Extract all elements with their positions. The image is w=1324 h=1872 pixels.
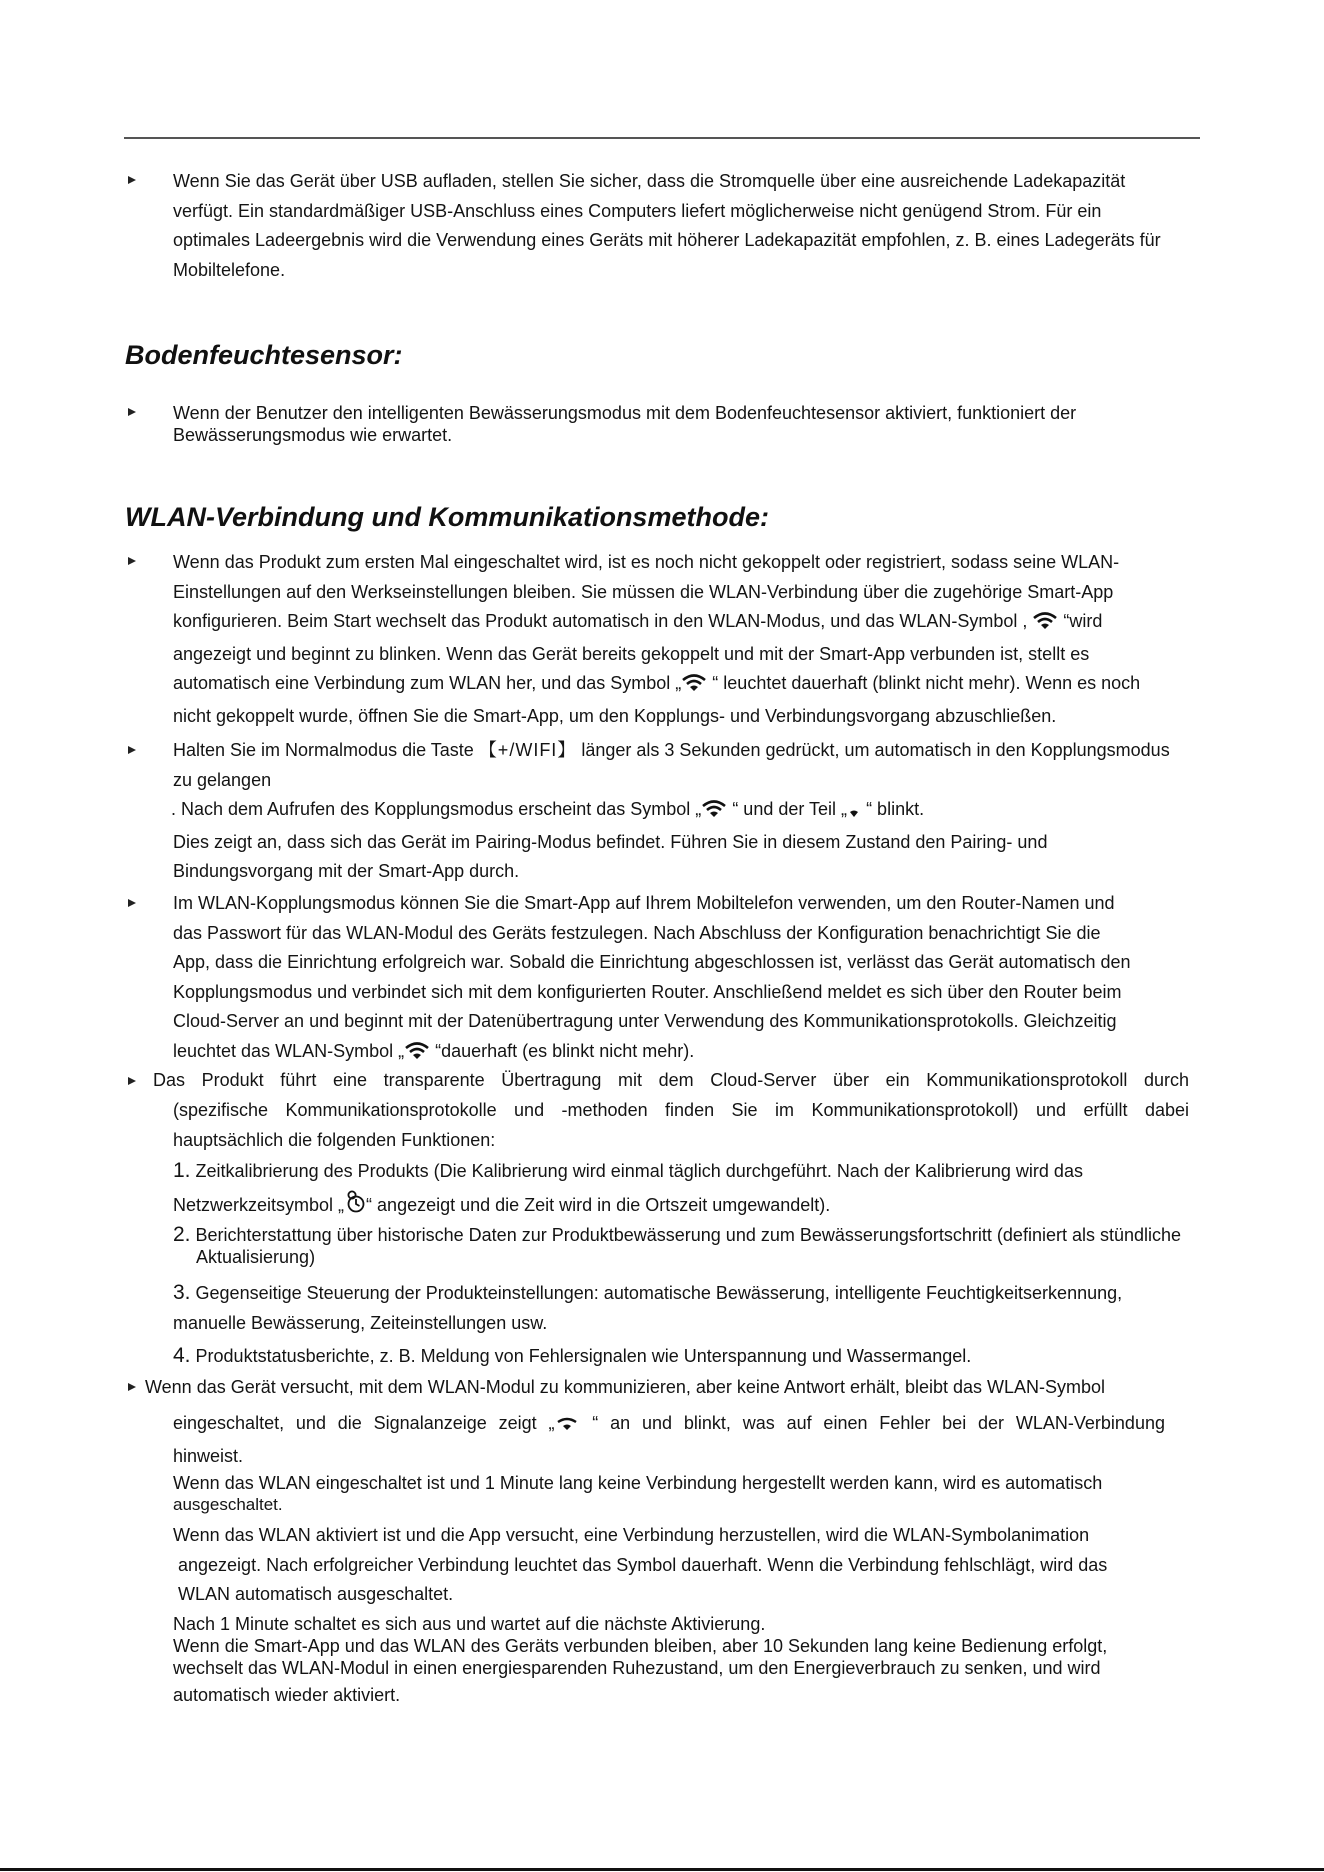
list-item bbox=[173, 1224, 1233, 1268]
text-segment: Netzwerkzeitsymbol „ bbox=[173, 1194, 345, 1215]
wlan-paragraph-4-cont bbox=[173, 1096, 1189, 1126]
text-line: WLAN automatisch ausgeschaltet. bbox=[178, 1584, 454, 1604]
text-segment: “ blinkt. bbox=[866, 799, 925, 819]
bullet-marker bbox=[128, 1383, 136, 1391]
text-segment: “wird bbox=[1063, 611, 1103, 631]
text-line bbox=[173, 1156, 1213, 1187]
intro-paragraph bbox=[173, 167, 1213, 285]
bullet-marker bbox=[128, 746, 136, 754]
text-line: Wenn der Benutzer den intelligenten Bewässerungsmodus mit dem Bodenfeuchtesensor aktiviert, funktioniert der bbox=[173, 403, 1077, 423]
bullet-marker bbox=[128, 176, 136, 184]
text-line: angezeigt und beginnt zu blinken. Wenn das Gerät bereits gekoppelt und mit der Smart-App verbunden ist, stellt es bbox=[173, 643, 1090, 664]
wifi-icon bbox=[701, 798, 727, 828]
text-line: Wenn das WLAN aktiviert ist und die App versucht, eine Verbindung herzustellen, wird die WLAN-Symbolanimation bbox=[173, 1525, 1090, 1545]
text-line bbox=[173, 669, 1213, 702]
text-line: Kopplungsmodus und verbindet sich mit dem konfigurierten Router. Anschließend meldet es sich über den Router beim bbox=[173, 981, 1122, 1002]
text-line bbox=[171, 795, 1223, 828]
section-heading-wlan: WLAN-Verbindung und Kommunikationsmethode: bbox=[125, 502, 769, 532]
wlan-paragraph-1 bbox=[173, 548, 1213, 731]
bullet-marker bbox=[128, 899, 136, 907]
text-segment: leuchtet das WLAN-Symbol „ bbox=[173, 1040, 405, 1061]
text-line: ausgeschaltet. bbox=[173, 1495, 283, 1514]
text-line bbox=[173, 607, 1213, 640]
bullet-marker bbox=[128, 408, 136, 416]
section-heading-soil-sensor: Bodenfeuchtesensor: bbox=[125, 340, 403, 370]
text-segment: “ und der Teil „ bbox=[732, 799, 848, 819]
bullet-marker bbox=[128, 557, 136, 565]
text-segment: “dauerhaft (es blinkt nicht mehr). bbox=[435, 1040, 695, 1061]
wifi-icon bbox=[1032, 610, 1058, 640]
text-line bbox=[173, 1224, 1233, 1246]
text-line: Einstellungen auf den Werkseinstellungen bleiben. Sie müssen die WLAN-Verbindung über die zugehörige Smart-App bbox=[173, 581, 1114, 602]
text-segment: Halten Sie im Normalmodus die Taste bbox=[173, 740, 474, 760]
text-line: Wenn das Gerät versucht, mit dem WLAN-Modul zu kommunizieren, aber keine Antwort erhält, bleibt das WLAN-Symbol bbox=[145, 1377, 1106, 1397]
text-line: Bindungsvorgang mit der Smart-App durch. bbox=[173, 861, 520, 881]
text-line: nicht gekoppelt wurde, öffnen Sie die Smart-App, um den Kopplungs- und Verbindungsvorgang abzuschließen. bbox=[173, 705, 1057, 726]
wlan-paragraph-5 bbox=[145, 1373, 1205, 1403]
item-number: 4. bbox=[173, 1344, 191, 1367]
text-line bbox=[173, 736, 1223, 766]
text-line: Cloud-Server an und beginnt mit der Datenübertragung unter Verwendung des Kommunikationsprotokolls. Gleichzeitig bbox=[173, 1011, 1117, 1031]
text-segment: “ angezeigt und die Zeit wird in die Ortszeit umgewandelt). bbox=[366, 1194, 831, 1215]
text-line bbox=[173, 1190, 1213, 1224]
wifi-dot-icon bbox=[847, 798, 861, 828]
wlan-paragraph-4-cont bbox=[173, 1126, 495, 1156]
wlan-paragraph-2 bbox=[173, 736, 1223, 887]
bullet-marker bbox=[128, 1077, 136, 1085]
text-line: Das Produkt führt eine transparente Übertragung mit dem Cloud-Server über ein Kommunikationsprotokoll durch bbox=[153, 1070, 1189, 1090]
text-line: zu gelangen bbox=[173, 769, 272, 790]
text-line bbox=[173, 1037, 1213, 1070]
wlan-paragraph-5-note bbox=[173, 1472, 1173, 1516]
text-segment: Berichterstattung über historische Daten zur Produktbewässerung und zum Bewässerungsfortschritt (definiert als stündliche bbox=[195, 1225, 1182, 1245]
text-segment: automatisch eine Verbindung zum WLAN her, und das Symbol „ bbox=[173, 673, 682, 693]
text-segment: . Nach dem Aufrufen des Kopplungsmodus erscheint das Symbol „ bbox=[171, 799, 702, 819]
text-line: Wenn Sie das Gerät über USB aufladen, stellen Sie sicher, dass die Stromquelle über eine ausreichende Ladekapazität bbox=[173, 171, 1126, 191]
text-line: hinweist. bbox=[173, 1445, 244, 1466]
wifi-icon bbox=[681, 672, 707, 702]
list-item bbox=[173, 1341, 1213, 1372]
text-line: Bewässerungsmodus wie erwartet. bbox=[173, 425, 453, 445]
footer-rule bbox=[0, 1868, 1324, 1871]
wlan-paragraph-3 bbox=[173, 889, 1213, 1069]
wifi-icon bbox=[404, 1040, 430, 1070]
text-line: Mobiltelefone. bbox=[173, 259, 286, 280]
list-item bbox=[173, 1278, 1213, 1338]
wlan-paragraph-5-note bbox=[173, 1521, 1173, 1610]
text-segment: eingeschaltet, und die Signalanzeige zeigt „ bbox=[173, 1413, 555, 1433]
text-line: optimales Ladeergebnis wird die Verwendung eines Geräts mit höherer Ladekapazität empfohlen, z. B. eines Ladegeräts für bbox=[173, 230, 1161, 250]
text-line: das Passwort für das WLAN-Modul des Geräts festzulegen. Nach Abschluss der Konfiguration benachrichtigt Sie die bbox=[173, 922, 1101, 943]
text-line: manuelle Bewässerung, Zeiteinstellungen usw. bbox=[173, 1312, 548, 1333]
wifi-weak-icon bbox=[554, 1412, 580, 1442]
wlan-paragraph-5-note bbox=[173, 1613, 1173, 1706]
network-time-icon bbox=[344, 1190, 366, 1224]
text-line: Dies zeigt an, dass sich das Gerät im Pairing-Modus befindet. Führen Sie in diesem Zustand den Pairing- und bbox=[173, 831, 1048, 852]
item-number: 2. bbox=[173, 1223, 191, 1246]
text-line: angezeigt. Nach erfolgreicher Verbindung leuchtet das Symbol dauerhaft. Wenn die Verbindung fehlschlägt, wird das bbox=[178, 1554, 1108, 1575]
item-number: 3. bbox=[173, 1281, 191, 1304]
text-segment: länger als 3 Sekunden gedrückt, um automatisch in den Kopplungsmodus bbox=[581, 740, 1170, 760]
text-segment: konfigurieren. Beim Start wechselt das Produkt automatisch in den WLAN-Modus, und das WLAN-Symbol , bbox=[173, 611, 1028, 631]
text-line: Wenn die Smart-App und das WLAN des Geräts verbunden bleiben, aber 10 Sekunden lang keine Bedienung erfolgt, bbox=[173, 1636, 1108, 1656]
text-line: wechselt das WLAN-Modul in einen energiesparenden Ruhezustand, um den Energieverbrauch zu senken, und wird bbox=[173, 1658, 1101, 1678]
text-line bbox=[173, 1341, 1213, 1372]
text-segment: “ an und blinkt, was auf einen Fehler bei der WLAN-Verbindung bbox=[592, 1413, 1165, 1433]
text-line bbox=[173, 1409, 1165, 1442]
text-line bbox=[173, 1278, 1213, 1309]
text-line: Nach 1 Minute schaltet es sich aus und wartet auf die nächste Aktivierung. bbox=[173, 1614, 766, 1634]
wlan-paragraph-5-cont bbox=[173, 1409, 1165, 1471]
header-rule bbox=[124, 137, 1200, 139]
text-segment: “ leuchtet dauerhaft (blinkt nicht mehr). Wenn es noch bbox=[712, 673, 1141, 693]
text-line: App, dass die Einrichtung erfolgreich war. Sobald die Einrichtung abgeschlossen ist, verlässt das Gerät automatisch den bbox=[173, 952, 1131, 972]
text-line: Im WLAN-Kopplungsmodus können Sie die Smart-App auf Ihrem Mobiltelefon verwenden, um den Router-Namen und bbox=[173, 893, 1115, 913]
text-segment: Zeitkalibrierung des Produkts (Die Kalibrierung wird einmal täglich durchgeführt. Nach der Kalibrierung wird das bbox=[195, 1161, 1083, 1181]
list-item bbox=[173, 1156, 1213, 1223]
soil-paragraph bbox=[173, 402, 1173, 446]
text-line: Wenn das WLAN eingeschaltet ist und 1 Minute lang keine Verbindung hergestellt werden kann, wird es automatisch bbox=[173, 1473, 1103, 1493]
wlan-paragraph-4 bbox=[153, 1066, 1189, 1096]
text-line: hauptsächlich die folgenden Funktionen: bbox=[173, 1130, 496, 1150]
text-line: Aktualisierung) bbox=[196, 1247, 316, 1267]
text-line: automatisch wieder aktiviert. bbox=[173, 1685, 401, 1705]
item-number: 1. bbox=[173, 1159, 191, 1182]
text-line: (spezifische Kommunikationsprotokolle und -methoden finden Sie im Kommunikationsprotokoll) und erfüllt dabei bbox=[173, 1100, 1189, 1120]
text-segment: Gegenseitige Steuerung der Produkteinstellungen: automatische Bewässerung, intelligente Feuchtigkeitserkennung, bbox=[195, 1283, 1123, 1303]
key-label: 【+/WIFI】 bbox=[478, 740, 577, 760]
text-line: verfügt. Ein standardmäßiger USB-Anschluss eines Computers liefert möglicherweise nicht genügend Strom. Für ein bbox=[173, 200, 1102, 221]
text-line: Wenn das Produkt zum ersten Mal eingeschaltet wird, ist es noch nicht gekoppelt oder registriert, sodass seine WLAN- bbox=[173, 552, 1120, 572]
text-segment: Produktstatusberichte, z. B. Meldung von Fehlersignalen wie Unterspannung und Wassermangel. bbox=[195, 1346, 972, 1366]
